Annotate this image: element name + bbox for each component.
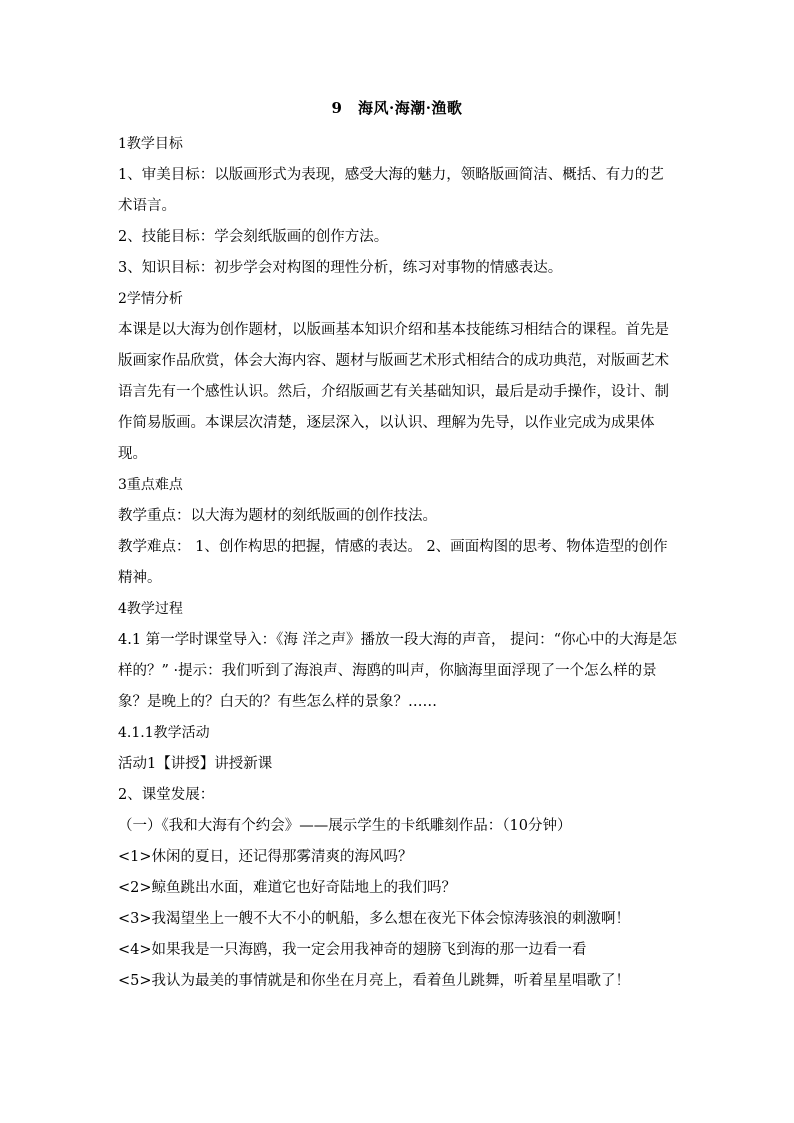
section-heading-process: 4教学过程 [118, 601, 183, 617]
paragraph-aesthetic-goal: 1、审美目标：以版画形式为表现，感受大海的魅力，领略版画简洁、概括、有力的艺术语言。 [118, 167, 664, 214]
document-title: 9 海风·海潮·渔歌 [331, 99, 463, 117]
paragraph-analysis: 本课是以大海为创作题材，以版画基本知识介绍和基本技能练习相结合的课程。首先是版画家作品欣赏，体会大海内容、题材与版画艺术形式相结合的成功典范，对版画艺术语言先有一个感性认识。然后，介绍版画艺有关基础知识，最后是动手操作，设计、制作简易版画。本课层次清楚，逐层深入，以认识、理解为先导，以作业完成为成果体现。 [118, 322, 669, 462]
paragraph-key-point: 教学重点：以大海为题材的刻纸版画的创作技法。 [118, 508, 437, 524]
paragraph-intro: 4.1 第一学时课堂导入：《海 洋之声》播放一段大海的声音， 提问：“你心中的大海是怎样的？” ·提示：我们听到了海浪声、海鸥的叫声，你脑海里面浮现了一个怎么样的景象？是晚上的？白天的？有些怎么样的景象？…… [118, 632, 678, 710]
paragraph-activity-1: 活动1【讲授】讲授新课 [118, 756, 273, 772]
list-item: <5>我认为最美的事情就是和你坐在月亮上，看着鱼儿跳舞，听着星星唱歌了！ [118, 973, 631, 989]
paragraph-difficulty: 教学难点： 1、创作构思的把握，情感的表达。 2、画面构图的思考、物体造型的创作精神。 [118, 539, 668, 586]
section-heading-key-points: 3重点难点 [118, 477, 183, 493]
paragraph-showcase: （一）《我和大海有个约会》——展示学生的卡纸雕刻作品：（10分钟） [118, 818, 572, 834]
list-item: <4>如果我是一只海鸥，我一定会用我神奇的翅膀飞到海的那一边看一看 [118, 942, 587, 958]
subsection-heading-activity: 4.1.1教学活动 [118, 725, 210, 741]
list-item: <2>鲸鱼跳出水面，难道它也好奇陆地上的我们吗？ [118, 880, 457, 896]
document-body [118, 129, 678, 997]
paragraph-skill-goal: 2、技能目标：学会刻纸版画的创作方法。 [118, 229, 389, 245]
paragraph-knowledge-goal: 3、知识目标：初步学会对构图的理性分析，练习对事物的情感表达。 [118, 260, 563, 276]
list-item: <3>我渴望坐上一艘不大不小的帆船，多么想在夜光下体会惊涛骇浪的刺激啊！ [118, 911, 631, 927]
list-item: <1>休闲的夏日，还记得那雾清爽的海风吗？ [118, 849, 413, 865]
section-heading-objectives: 1教学目标 [118, 136, 183, 152]
paragraph-development: 2、课堂发展： [118, 787, 215, 803]
section-heading-analysis: 2学情分析 [118, 291, 183, 307]
